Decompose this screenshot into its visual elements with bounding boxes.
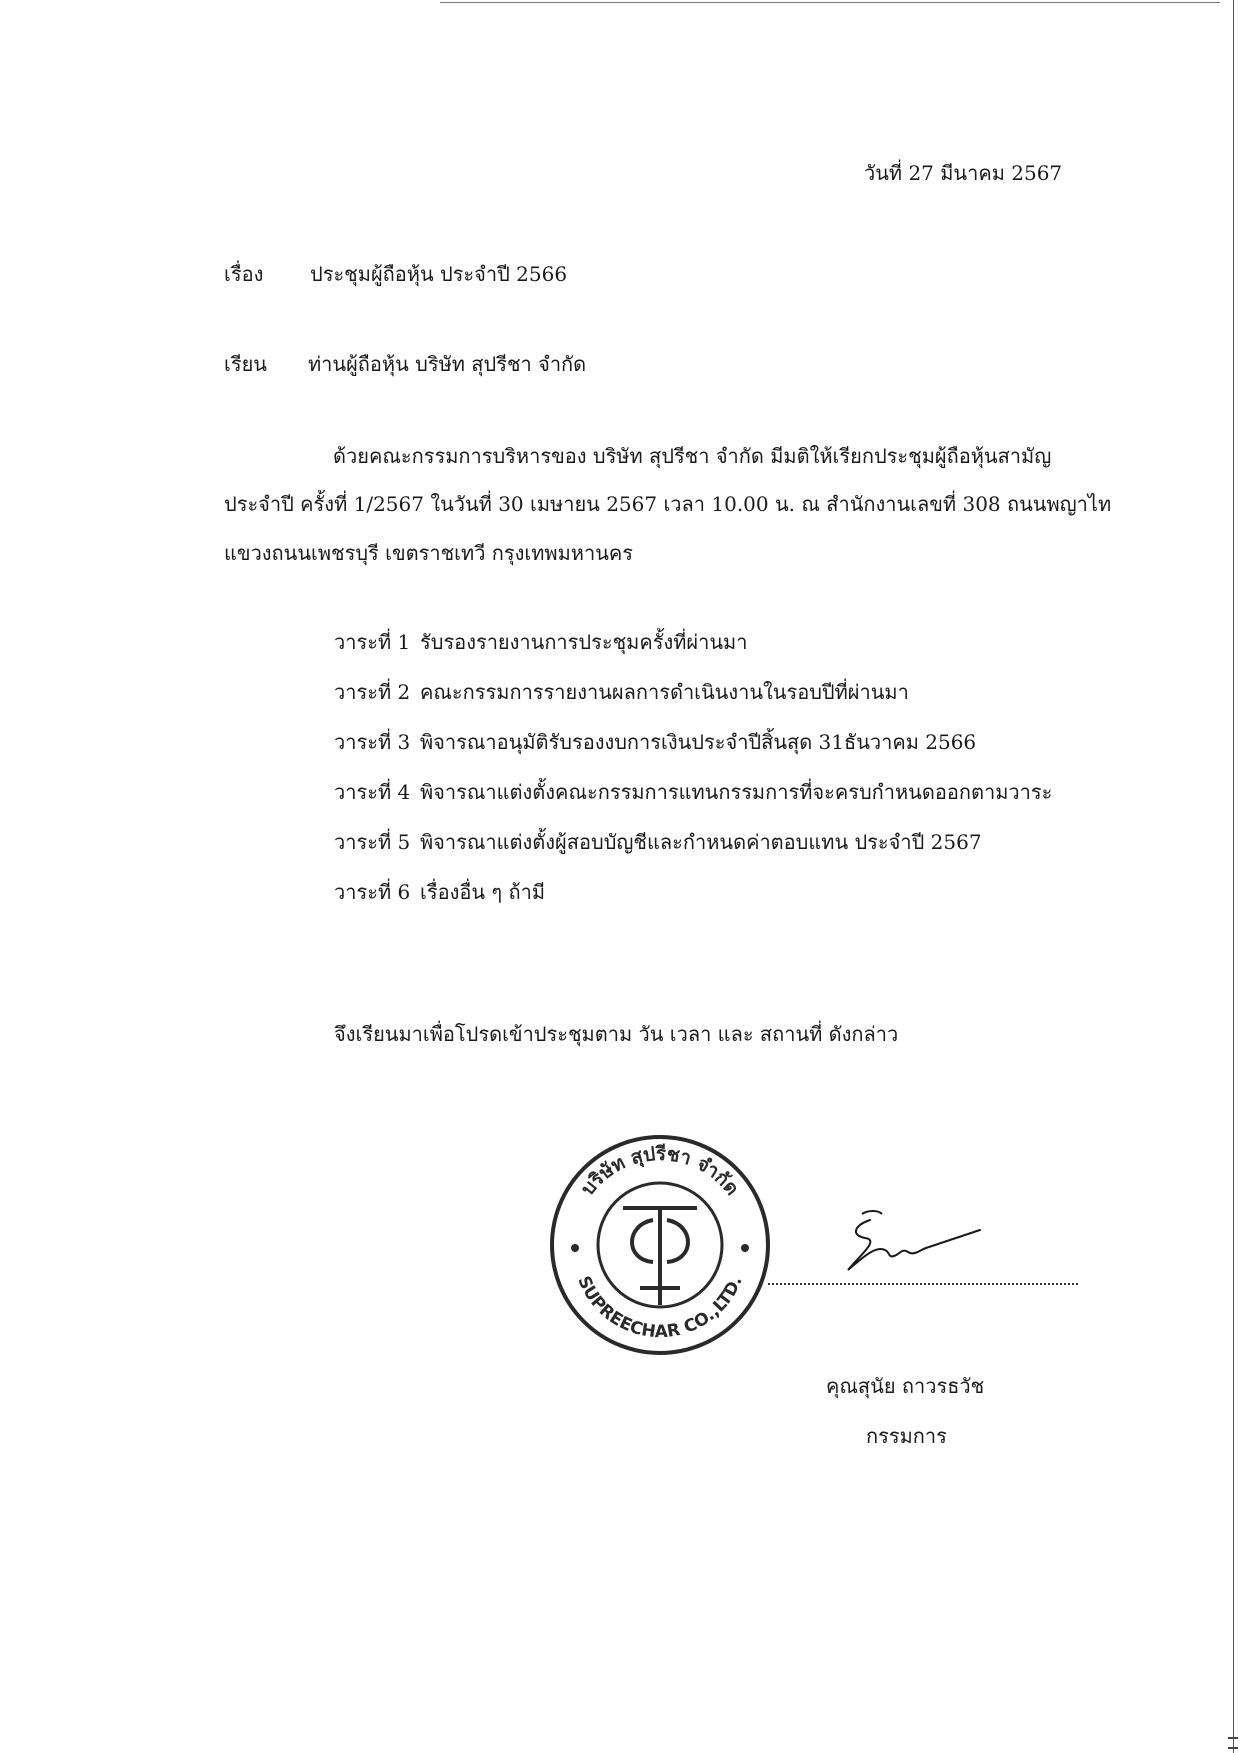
handwritten-signature bbox=[830, 1200, 990, 1280]
subject-text: ประชุมผู้ถือหุ้น ประจำปี 2566 bbox=[310, 262, 568, 286]
agenda-number: วาระที่ 5 bbox=[334, 830, 411, 854]
agenda-text: พิจารณาแต่งตั้งคณะกรรมการแทนกรรมการที่จะครบกำหนดออกตามวาระ bbox=[420, 780, 1053, 804]
agenda-item bbox=[334, 780, 1052, 830]
recipient-text: ท่านผู้ถือหุ้น บริษัท สุปรีชา จำกัด bbox=[308, 352, 587, 376]
agenda-text: รับรองรายงานการประชุมครั้งที่ผ่านมา bbox=[420, 630, 748, 654]
closing-line: จึงเรียนมาเพื่อโปรดเข้าประชุมตาม วัน เวลา และ สถานที่ ดังกล่าว bbox=[334, 1022, 899, 1046]
agenda-item bbox=[334, 730, 1052, 780]
agenda-text: คณะกรรมการรายงานผลการดำเนินงานในรอบปีที่ผ่านมา bbox=[420, 680, 909, 704]
agenda-text: พิจารณาแต่งตั้งผู้สอบบัญชีและกำหนดค่าตอบแทน ประจำปี 2567 bbox=[420, 830, 982, 854]
stamp-text-bottom: SUPREECHAR CO.,LTD. bbox=[573, 1273, 747, 1343]
page-edge-line bbox=[1233, 0, 1234, 1753]
agenda-number: วาระที่ 2 bbox=[334, 680, 411, 704]
signer-title: กรรมการ bbox=[866, 1424, 947, 1448]
agenda-text: เรื่องอื่น ๆ ถ้ามี bbox=[420, 880, 546, 904]
body-line-1: ด้วยคณะกรรมการบริหารของ บริษัท สุปรีชา จำกัด มีมติให้เรียกประชุมผู้ถือหุ้นสามัญ bbox=[333, 444, 1052, 468]
body-line-2: ประจำปี ครั้งที่ 1/2567 ในวันที่ 30 เมษายน 2567 เวลา 10.00 น. ณ สำนักงานเลขที่ 308 ถนนพญาไท bbox=[224, 492, 1112, 516]
signature-line bbox=[768, 1283, 1078, 1285]
subject-label: เรื่อง bbox=[224, 262, 264, 286]
agenda-item bbox=[334, 880, 1052, 930]
agenda-number: วาระที่ 6 bbox=[334, 880, 411, 904]
letter-date: วันที่ 27 มีนาคม 2567 bbox=[864, 161, 1063, 185]
recipient-label: เรียน bbox=[224, 352, 267, 376]
agenda-list bbox=[334, 630, 1052, 930]
signer-name: คุณสุนัย ถาวรธวัช bbox=[826, 1374, 985, 1398]
agenda-text: พิจารณาอนุมัติรับรองงบการเงินประจำปีสิ้นสุด 31ธันวาคม 2566 bbox=[420, 730, 977, 754]
body-line-3: แขวงถนนเพชรบุรี เขตราชเทวี กรุงเทพมหานคร bbox=[224, 541, 634, 565]
agenda-number: วาระที่ 3 bbox=[334, 730, 411, 754]
agenda-number: วาระที่ 4 bbox=[334, 780, 411, 804]
agenda-number: วาระที่ 1 bbox=[334, 630, 411, 654]
agenda-item bbox=[334, 680, 1052, 730]
corner-mark bbox=[1228, 1737, 1238, 1749]
stamp-text-top: บริษัท สุปรีชา จำกัด bbox=[576, 1142, 744, 1200]
svg-text:บริษัท สุปรีชา จำกัด bbox=[577, 1143, 744, 1200]
agenda-item bbox=[334, 830, 1052, 880]
page-top-edge-line bbox=[440, 2, 1220, 3]
agenda-item bbox=[334, 630, 1052, 680]
company-stamp bbox=[545, 1130, 775, 1360]
